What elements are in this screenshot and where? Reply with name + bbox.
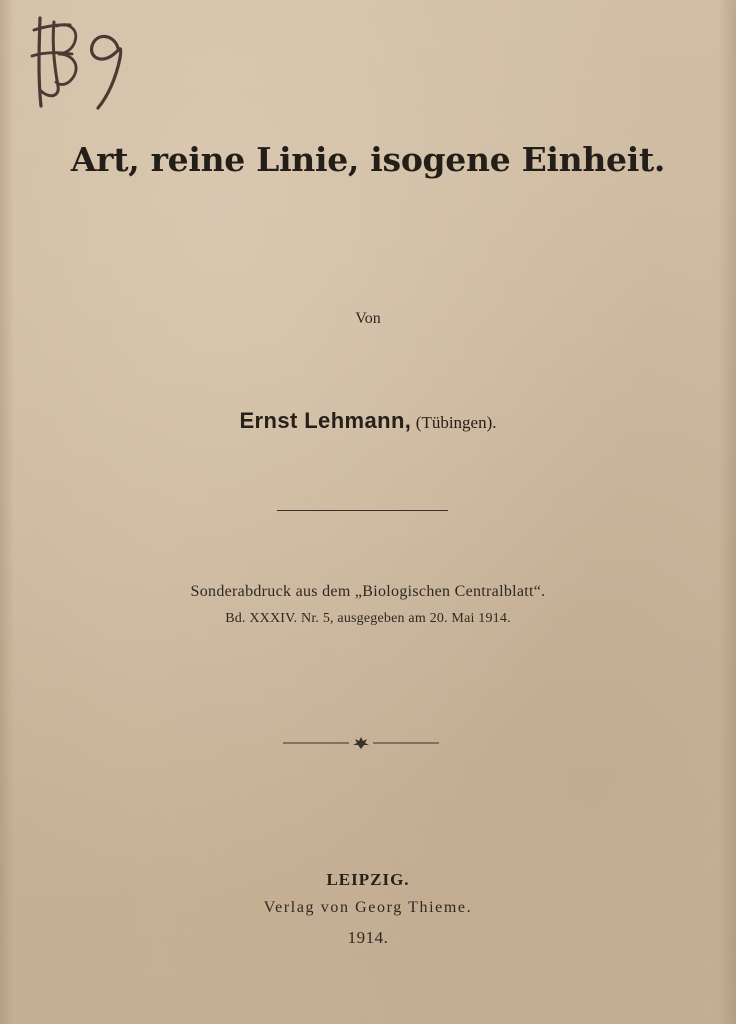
volume-line: Bd. XXXIV. Nr. 5, ausgegeben am 20. Mai 1914.: [225, 611, 511, 626]
author-affiliation: (Tübingen).: [415, 413, 497, 432]
ornament-divider: [283, 735, 439, 751]
document-title: Art, reine Linie, isogene Einheit.: [70, 140, 666, 179]
by-label: Von: [355, 310, 381, 327]
offprint-line: Sonderabdruck aus dem „Biologischen Centralblatt“.: [190, 583, 546, 600]
handwritten-shelfmark: [26, 8, 134, 112]
author-name: Ernst Lehmann,: [239, 408, 412, 433]
author-line: [0, 408, 736, 434]
imprint-year: 1914.: [347, 928, 389, 947]
imprint-city: LEIPZIG.: [326, 870, 410, 889]
imprint-publisher: Verlag von Georg Thieme.: [263, 899, 473, 916]
divider-rule: [277, 510, 448, 511]
